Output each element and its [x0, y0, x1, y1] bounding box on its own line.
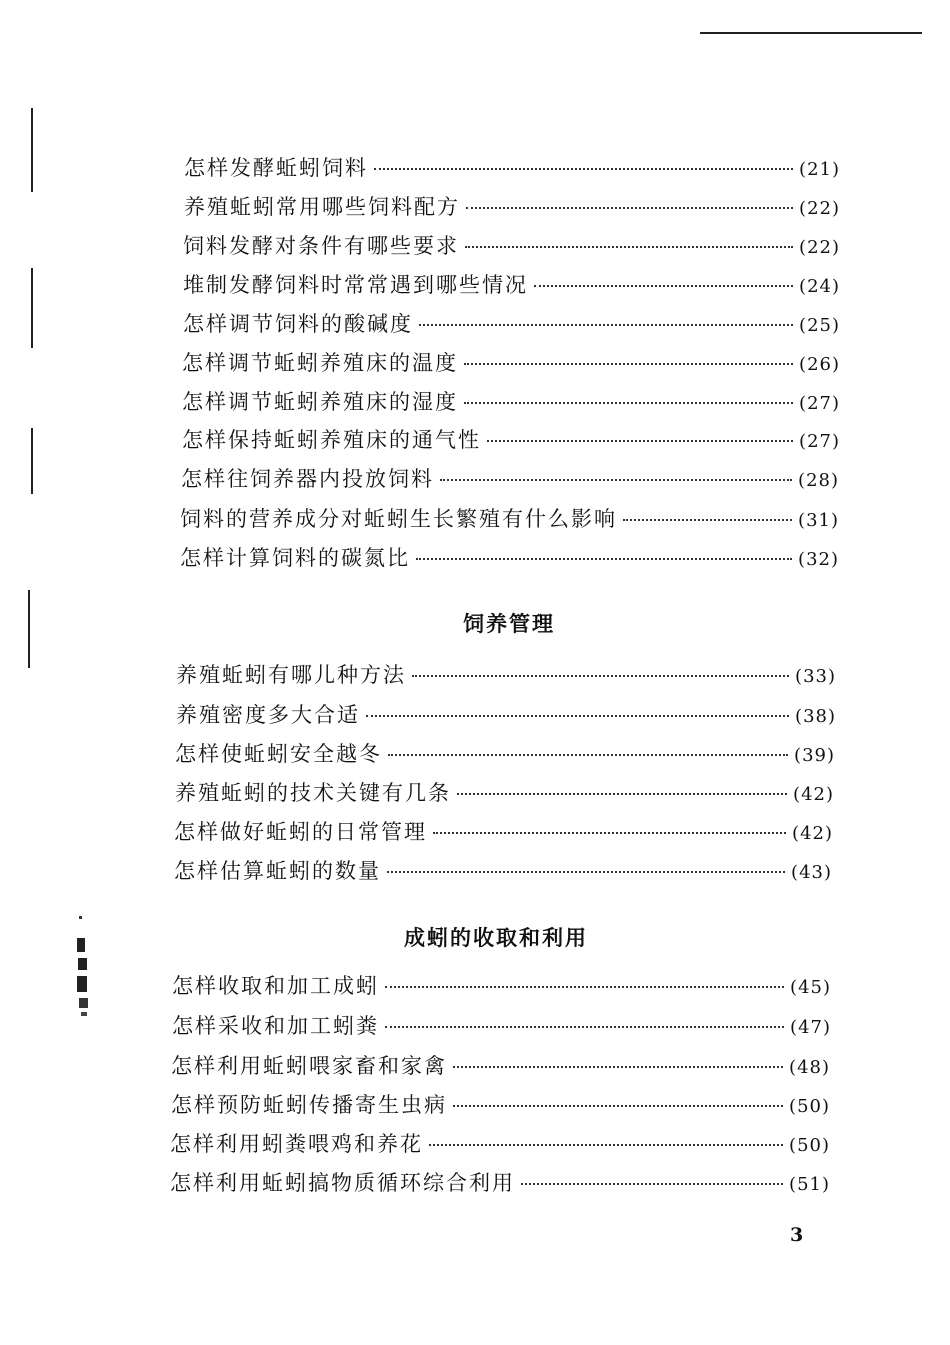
toc-entry-title: 饲料的营养成分对蚯蚓生长繁殖有什么影响 [180, 507, 617, 531]
toc-entry-title: 饲料发酵对条件有哪些要求 [183, 234, 459, 258]
toc-entry[interactable] [176, 699, 836, 729]
toc-entry-page: (22) [799, 237, 840, 258]
toc-entry[interactable] [184, 191, 840, 221]
toc-entry[interactable] [175, 738, 835, 768]
toc-entry[interactable] [184, 152, 840, 182]
toc-entry-page: (51) [789, 1174, 830, 1195]
dot-leader [453, 1066, 783, 1068]
toc-entry[interactable] [183, 269, 840, 299]
dot-leader [534, 285, 793, 287]
scan-margin-line [31, 108, 33, 192]
dot-leader [465, 246, 793, 248]
toc-entry-title: 怎样利用蚯蚓喂家畜和家禽 [171, 1054, 447, 1078]
page-number: 3 [790, 1224, 804, 1246]
toc-entry[interactable] [174, 816, 833, 846]
toc-entry-page: (47) [790, 1017, 831, 1038]
toc-entry-title: 怎样调节蚯蚓养殖床的湿度 [182, 390, 458, 414]
toc-entry-title: 养殖蚯蚓有哪儿种方法 [176, 663, 406, 687]
scan-edge-line [700, 32, 922, 34]
toc-entry-title: 怎样计算饲料的碳氮比 [180, 546, 410, 570]
toc-entry-page: (22) [799, 198, 840, 219]
dot-leader [487, 440, 793, 442]
toc-entry[interactable] [180, 542, 839, 572]
toc-entry-title: 养殖蚯蚓的技术关键有几条 [175, 781, 451, 805]
toc-entry-title: 怎样利用蚓粪喂鸡和养花 [170, 1132, 423, 1156]
toc-entry-title: 怎样调节饲料的酸碱度 [183, 312, 413, 336]
toc-entry[interactable] [172, 970, 831, 1000]
dot-leader [453, 1105, 783, 1107]
dot-leader [440, 479, 792, 481]
toc-entry-title: 怎样利用蚯蚓搞物质循环综合利用 [170, 1171, 515, 1195]
toc-entry[interactable] [170, 1128, 830, 1158]
dot-leader [385, 986, 784, 988]
toc-entry-title: 怎样预防蚯蚓传播寄生虫病 [171, 1093, 447, 1117]
dot-leader [457, 793, 787, 795]
toc-entry-page: (50) [789, 1135, 830, 1156]
scan-margin-line [31, 268, 33, 348]
scan-margin-line [28, 590, 30, 668]
toc-entry[interactable] [170, 1167, 830, 1197]
toc-entry[interactable] [181, 463, 839, 493]
toc-entry-page: (28) [798, 470, 839, 491]
dot-leader [623, 519, 792, 521]
toc-entry-page: (27) [799, 393, 840, 414]
toc-entry[interactable] [174, 855, 832, 885]
toc-entry-title: 怎样保持蚯蚓养殖床的通气性 [182, 428, 481, 452]
toc-entry[interactable] [182, 347, 840, 377]
toc-entry-page: (50) [789, 1096, 830, 1117]
toc-entry[interactable] [182, 424, 840, 454]
toc-entry-title: 怎样发酵蚯蚓饲料 [184, 156, 368, 180]
toc-entry-page: (38) [795, 706, 836, 727]
toc-entry-title: 怎样做好蚯蚓的日常管理 [174, 820, 427, 844]
toc-entry[interactable] [175, 777, 834, 807]
toc-entry[interactable] [183, 230, 840, 260]
toc-entry-page: (24) [799, 276, 840, 297]
toc-entry-page: (42) [792, 823, 833, 844]
toc-entry-page: (21) [799, 159, 840, 180]
ink-stamp-mark [68, 912, 94, 1022]
section-heading: 饲养管理 [463, 612, 555, 636]
toc-entry-page: (31) [798, 510, 839, 531]
dot-leader [429, 1144, 783, 1146]
toc-entry-page: (26) [799, 354, 840, 375]
dot-leader [419, 324, 793, 326]
toc-entry-page: (48) [789, 1057, 830, 1078]
toc-entry-title: 怎样采收和加工蚓粪 [172, 1014, 379, 1038]
dot-leader [366, 715, 789, 717]
scan-margin-line [31, 428, 33, 494]
toc-entry-page: (33) [795, 666, 836, 687]
toc-entry-title: 怎样使蚯蚓安全越冬 [175, 742, 382, 766]
toc-entry[interactable] [172, 1010, 831, 1040]
dot-leader [466, 207, 793, 209]
toc-entry[interactable] [180, 503, 839, 533]
toc-entry-title: 堆制发酵饲料时常常遇到哪些情况 [183, 273, 528, 297]
toc-entry[interactable] [183, 308, 840, 338]
toc-entry-title: 怎样估算蚯蚓的数量 [174, 859, 381, 883]
dot-leader [388, 754, 788, 756]
dot-leader [464, 402, 793, 404]
toc-entry-page: (32) [798, 549, 839, 570]
toc-entry-page: (42) [793, 784, 834, 805]
toc-entry-title: 怎样调节蚯蚓养殖床的温度 [182, 351, 458, 375]
toc-entry[interactable] [171, 1089, 830, 1119]
toc-entry-page: (39) [794, 745, 835, 766]
dot-leader [464, 363, 793, 365]
toc-entry-page: (43) [791, 862, 832, 883]
toc-entry-title: 怎样往饲养器内投放饲料 [181, 467, 434, 491]
dot-leader [385, 1026, 784, 1028]
toc-entry-title: 养殖密度多大合适 [176, 703, 360, 727]
dot-leader [433, 832, 786, 834]
toc-entry-page: (27) [799, 431, 840, 452]
toc-entry-page: (25) [799, 315, 840, 336]
toc-entry[interactable] [182, 386, 840, 416]
dot-leader [521, 1183, 783, 1185]
dot-leader [374, 168, 793, 170]
toc-entry-title: 怎样收取和加工成蚓 [172, 974, 379, 998]
dot-leader [416, 558, 792, 560]
dot-leader [412, 675, 789, 677]
toc-entry-title: 养殖蚯蚓常用哪些饲料配方 [184, 195, 460, 219]
dot-leader [387, 871, 785, 873]
toc-entry-page: (45) [790, 977, 831, 998]
toc-entry[interactable] [171, 1050, 830, 1080]
toc-entry[interactable] [176, 659, 836, 689]
section-heading: 成蚓的收取和利用 [404, 926, 588, 950]
